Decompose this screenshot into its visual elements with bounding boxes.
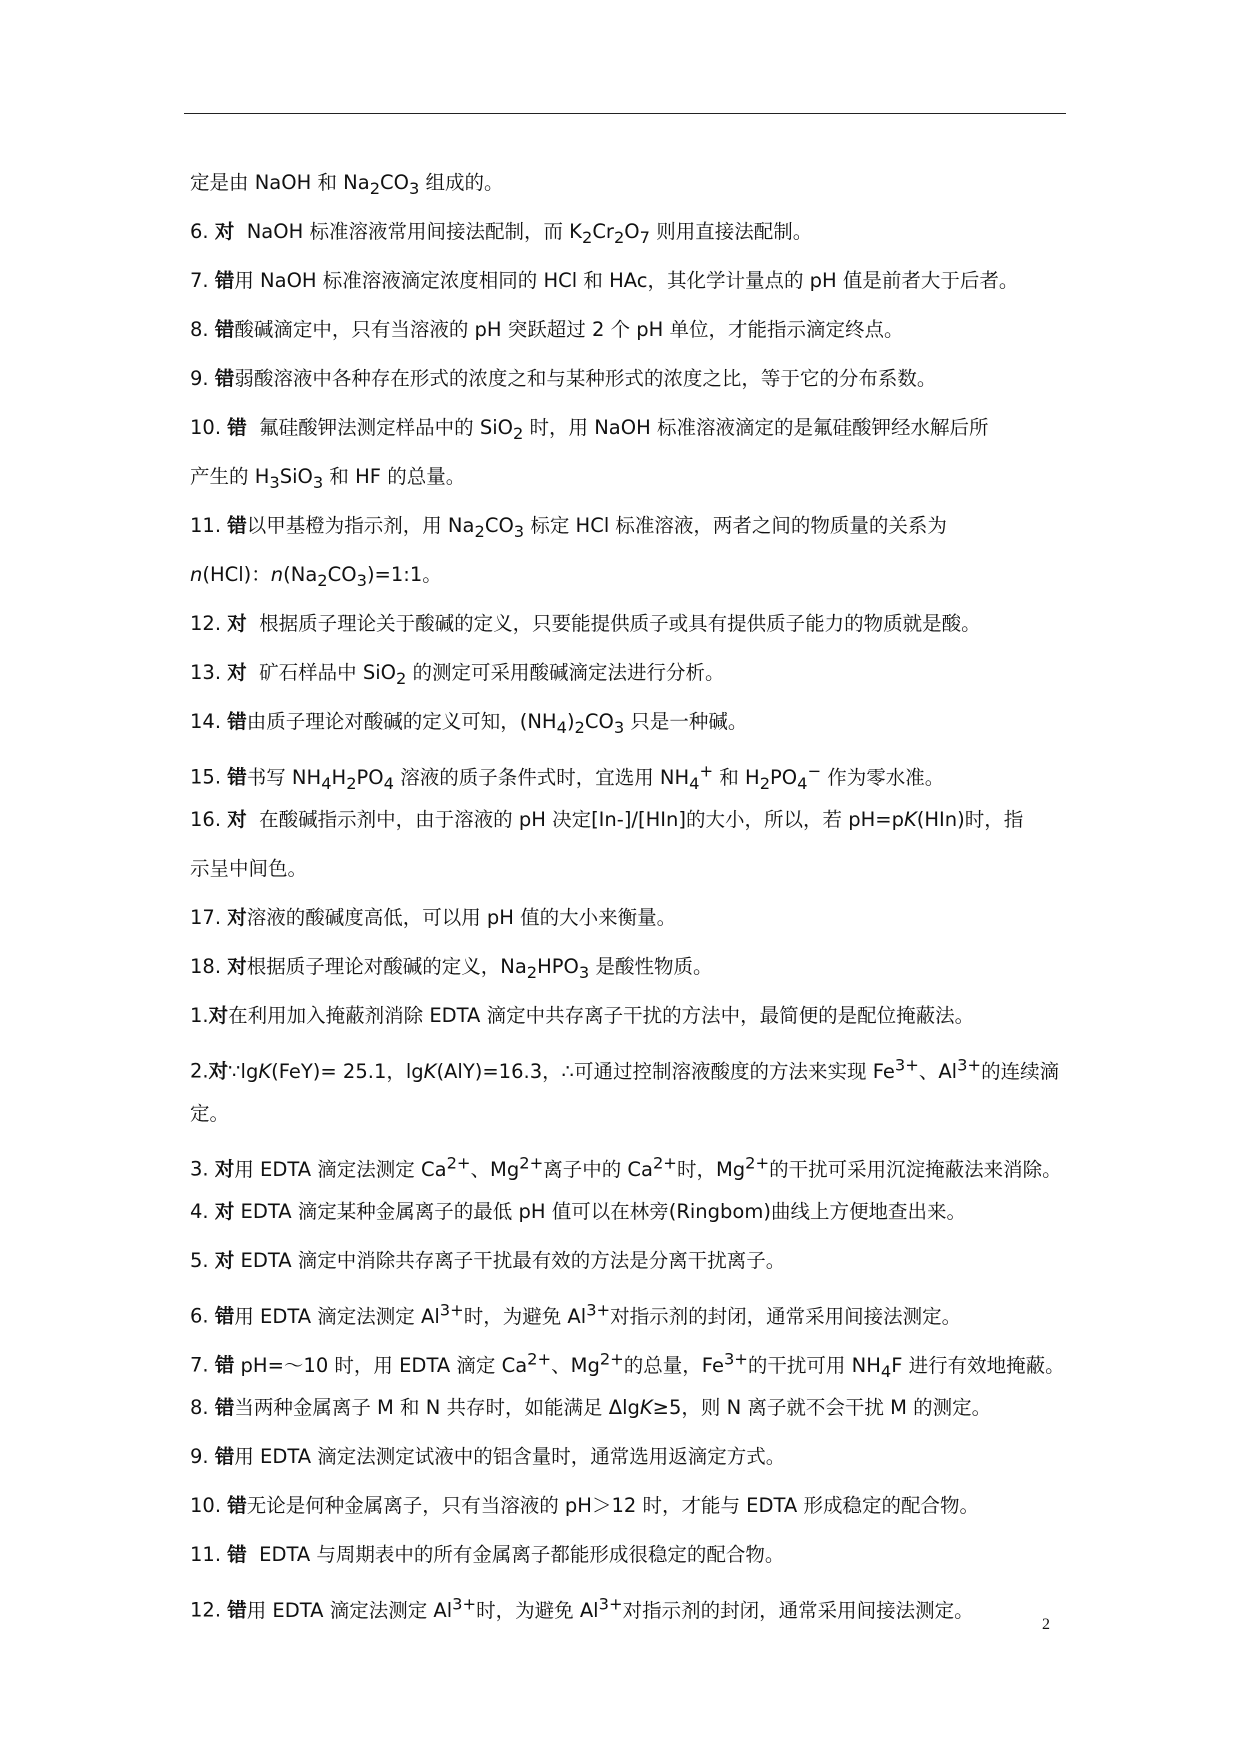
item-number: 9. — [190, 367, 215, 390]
verdict-label: 对 — [227, 612, 247, 635]
statement-text: 酸碱滴定中，只有当溶液的 pH 突跃超过 2 个 pH 单位，才能指示滴定终点。 — [234, 318, 904, 341]
statement-text: 以甲基橙为指示剂，用 $Na_2CO_3$ 标定 HCl 标准溶液，两者之间的物质量的关系为 — [246, 514, 947, 541]
item-number: 12. — [190, 1598, 228, 1622]
text-line — [190, 1040, 1062, 1089]
item-number: 14. — [190, 710, 228, 733]
verdict-label: 对 — [214, 1249, 235, 1272]
statement-text: NaOH 标准溶液常用间接法配制，而 $K_2Cr_2O_7$ 则用直接法配制。 — [234, 220, 813, 247]
verdict-label: 错 — [227, 1494, 247, 1517]
statement-text: 弱酸溶液中各种存在形式的浓度之和与某种形式的浓度之比，等于它的分布系数。 — [234, 367, 937, 390]
item-number: 5. — [190, 1249, 215, 1272]
verdict-label: 错 — [214, 269, 235, 292]
item-number: 18. — [190, 955, 228, 978]
statement-text: 用 EDTA 滴定法测定 $Al^{3+}$时，为避免 $Al^{3+}$对指示剂的封闭，通常采用间接法测定。 — [246, 1594, 974, 1622]
verdict-label: 对 — [214, 1157, 235, 1181]
verdict-label: 错 — [214, 367, 235, 390]
text-line — [190, 746, 1062, 795]
statement-text: 根据质子理论对酸碱的定义，$Na_2HPO_3$ 是酸性物质。 — [246, 955, 713, 982]
text-line — [190, 305, 1062, 354]
verdict-label: 对 — [227, 661, 247, 684]
text-line — [190, 1432, 1062, 1481]
item-number: 3. — [190, 1157, 215, 1181]
text-line — [190, 403, 1062, 452]
statement-text: 定是由 NaOH 和 $Na_2CO_3$ 组成的。 — [190, 171, 504, 198]
text-line — [190, 599, 1062, 648]
item-number: 15. — [190, 765, 228, 789]
text-line — [190, 207, 1062, 256]
statement-text: 在酸碱指示剂中，由于溶液的 pH 决定[In-]/[HIn]的大小，所以，若 pH=pK(HIn)时，指 — [246, 808, 1024, 831]
text-line — [190, 1089, 1062, 1138]
statement-text: n(HCl)：$n(Na_2CO_3)=1:1$。 — [190, 563, 442, 590]
statement-text: 矿石样品中 SiO$_2$ 的测定可采用酸碱滴定法进行分析。 — [246, 661, 725, 688]
statement-text: 书写 $NH_4H_2PO_4$ 溶液的质子条件式时，宜选用 $NH_4^+$ 和 $H_2PO_4^-$ 作为零水准。 — [246, 761, 945, 793]
verdict-label: 对 — [208, 1059, 229, 1083]
verdict-label: 对 — [208, 1004, 229, 1027]
text-line — [190, 893, 1062, 942]
statement-text: 氟硅酸钾法测定样品中的 SiO$_2$ 时，用 NaOH 标准溶液滴定的是氟硅酸钾经水解后所 — [246, 416, 989, 443]
text-line — [190, 1236, 1062, 1285]
text-line — [190, 795, 1062, 844]
statement-text: pH=～10 时，用 EDTA 滴定 $Ca^{2+}$、$Mg^{2+}$的总量，$Fe^{3+}$的干扰可用 $NH_4F$ 进行有效地掩蔽。 — [234, 1349, 1065, 1381]
item-number: 4. — [190, 1200, 215, 1223]
item-number: 8. — [190, 318, 215, 341]
text-line — [190, 991, 1062, 1040]
verdict-label: 错 — [227, 1543, 247, 1566]
verdict-label: 对 — [227, 906, 247, 929]
text-line — [190, 1187, 1062, 1236]
text-line — [190, 256, 1062, 305]
statement-text: EDTA 与周期表中的所有金属离子都能形成很稳定的配合物。 — [246, 1543, 785, 1566]
page-number: 2 — [1042, 1616, 1050, 1633]
item-number: 9. — [190, 1445, 215, 1468]
item-number: 7. — [190, 1353, 215, 1377]
statement-text: ∵lgK(FeY)= 25.1，lgK(AlY)=16.3，∴可通过控制溶液酸度的方法来实现 $Fe^{3+}$、$Al^{3+}$的连续滴 — [228, 1055, 1060, 1083]
statement-text: 用 NaOH 标准溶液滴定浓度相同的 HCl 和 HAc，其化学计量点的 pH 值是前者大于后者。 — [234, 269, 1019, 292]
text-line — [190, 550, 1062, 599]
item-number: 12. — [190, 612, 228, 635]
statement-text: 由质子理论对酸碱的定义可知，$(NH_4)_2CO_3$ 只是一种碱。 — [246, 710, 748, 737]
verdict-label: 错 — [214, 318, 235, 341]
text-line — [190, 1530, 1062, 1579]
text-line — [190, 452, 1062, 501]
text-line — [190, 1334, 1065, 1383]
verdict-label: 对 — [227, 808, 247, 831]
statement-text: 示呈中间色。 — [190, 857, 308, 880]
item-number: 6. — [190, 220, 215, 243]
item-number: 1. — [190, 1004, 209, 1027]
item-number: 8. — [190, 1396, 215, 1419]
statement-text: 用 EDTA 滴定法测定 $Al^{3+}$时，为避免 $Al^{3+}$对指示剂的封闭，通常采用间接法测定。 — [234, 1300, 962, 1328]
item-number: 13. — [190, 661, 228, 684]
verdict-label: 错 — [227, 416, 247, 439]
verdict-label: 错 — [214, 1304, 235, 1328]
header-rule — [184, 113, 1066, 114]
verdict-label: 错 — [214, 1353, 235, 1377]
text-line — [190, 697, 1062, 746]
text-line — [190, 1579, 1062, 1628]
verdict-label: 错 — [227, 514, 247, 537]
item-number: 17. — [190, 906, 228, 929]
statement-text: 溶液的酸碱度高低，可以用 pH 值的大小来衡量。 — [246, 906, 677, 929]
verdict-label: 错 — [227, 765, 247, 789]
text-line — [190, 1481, 1062, 1530]
document-body — [190, 158, 1065, 1628]
text-line — [190, 1138, 1062, 1187]
statement-text: 产生的 $H_3SiO_3$ 和 HF 的总量。 — [190, 465, 466, 492]
statement-text: 在利用加入掩蔽剂消除 EDTA 滴定中共存离子干扰的方法中，最简便的是配位掩蔽法。 — [228, 1004, 975, 1027]
item-number: 16. — [190, 808, 228, 831]
statement-text: 当两种金属离子 M 和 N 共存时，如能满足 ΔlgK≥5，则 N 离子就不会干扰 M 的测定。 — [234, 1396, 992, 1419]
statement-text: EDTA 滴定某种金属离子的最低 pH 值可以在林旁(Ringbom)曲线上方便地查出来。 — [234, 1200, 966, 1223]
verdict-label: 错 — [227, 1598, 247, 1622]
statement-text: 用 EDTA 滴定法测定试液中的铝含量时，通常选用返滴定方式。 — [234, 1445, 786, 1468]
text-line — [190, 354, 1062, 403]
text-line — [190, 158, 1062, 207]
text-line — [190, 501, 1062, 550]
text-line — [190, 844, 1062, 893]
statement-text: 根据质子理论关于酸碱的定义，只要能提供质子或具有提供质子能力的物质就是酸。 — [246, 612, 981, 635]
verdict-label: 错 — [227, 710, 247, 733]
verdict-label: 对 — [227, 955, 247, 978]
text-line — [190, 1285, 1062, 1334]
item-number: 10. — [190, 1494, 228, 1517]
statement-text: 用 EDTA 滴定法测定 $Ca^{2+}$、$Mg^{2+}$离子中的 $Ca^{2+}$时，$Mg^{2+}$的干扰可采用沉淀掩蔽法来消除。 — [234, 1153, 1062, 1181]
item-number: 11. — [190, 514, 228, 537]
statement-text: EDTA 滴定中消除共存离子干扰最有效的方法是分离干扰离子。 — [234, 1249, 786, 1272]
statement-text: 定。 — [190, 1102, 230, 1125]
text-line — [190, 1383, 1062, 1432]
item-number: 6. — [190, 1304, 215, 1328]
item-number: 11. — [190, 1543, 228, 1566]
item-number: 10. — [190, 416, 228, 439]
text-line — [190, 942, 1062, 991]
verdict-label: 错 — [214, 1445, 235, 1468]
verdict-label: 对 — [214, 220, 235, 243]
item-number: 2. — [190, 1059, 209, 1083]
verdict-label: 对 — [214, 1200, 235, 1223]
item-number: 7. — [190, 269, 215, 292]
text-line — [190, 648, 1062, 697]
verdict-label: 错 — [214, 1396, 235, 1419]
statement-text: 无论是何种金属离子，只有当溶液的 pH＞12 时，才能与 EDTA 形成稳定的配合物。 — [246, 1494, 979, 1517]
